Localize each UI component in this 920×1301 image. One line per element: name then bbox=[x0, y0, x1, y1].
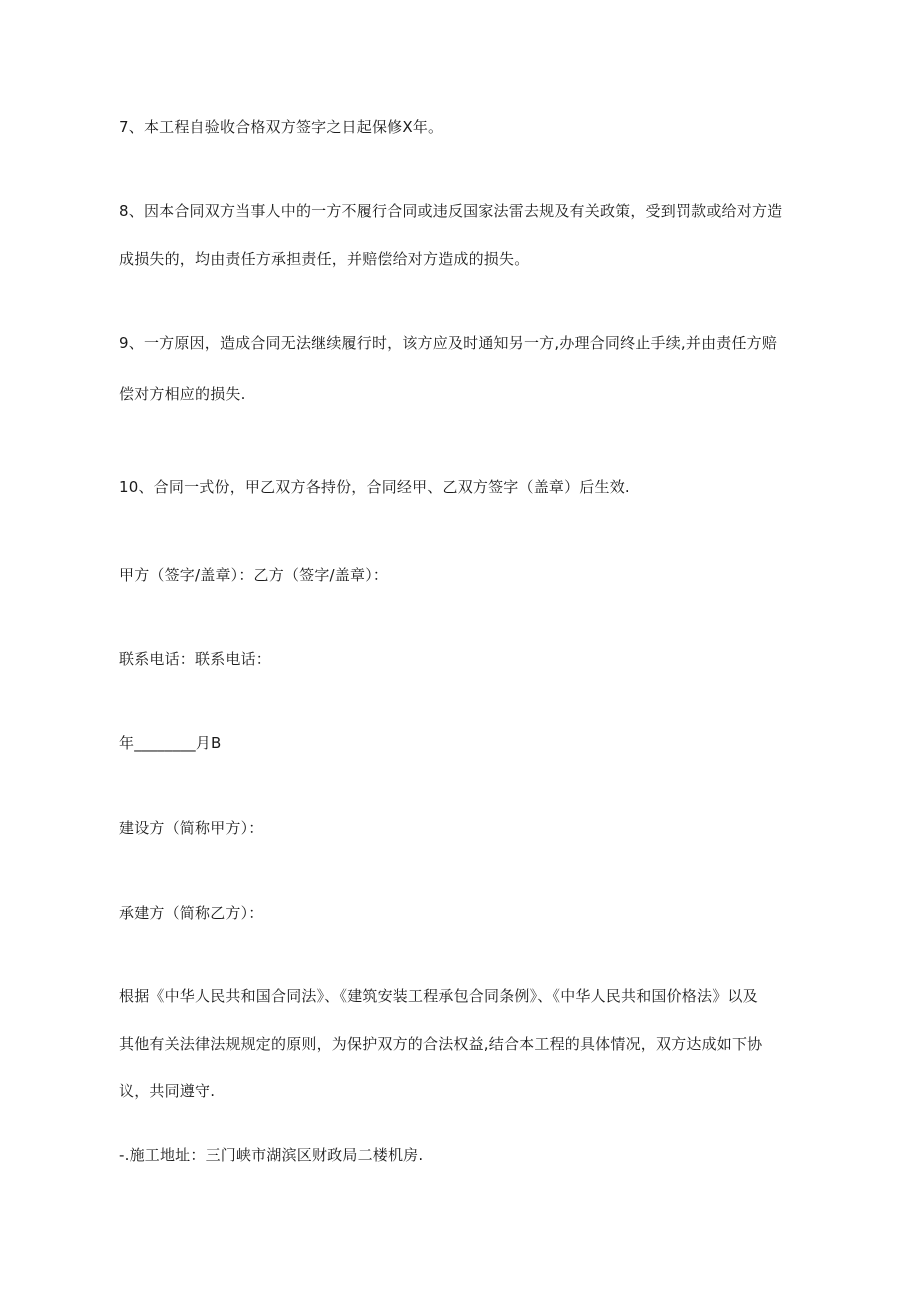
clause-8-line-1: 8、因本合同双方当事人中的一方不履行合同或违反国家法雷去规及有关政策，受到罚款或给对方造 bbox=[119, 202, 783, 220]
signature-line: 甲方（签字/盖章）：乙方（签字/盖章）： bbox=[119, 566, 389, 584]
party-b-line: 承建方（简称乙方）： bbox=[119, 904, 264, 922]
preamble-line-1: 根据《中华人民共和国合同法》、《建筑安装工程承包合同条例》、《中华人民共和国价格法》以及 bbox=[119, 987, 758, 1005]
site-address-line: -.施工地址：三门峡市湖滨区财政局二楼机房. bbox=[119, 1146, 424, 1164]
clause-9-line-1: 9、一方原因，造成合同无法继续履行时，该方应及时通知另一方,办理合同终止手续,并由责任方赔 bbox=[119, 334, 778, 352]
party-a-line: 建设方（简称甲方）： bbox=[119, 819, 264, 837]
clause-8-line-2: 成损失的，均由责任方承担责任，并赔偿给对方造成的损失。 bbox=[119, 250, 530, 268]
phone-line: 联系电话：联系电话： bbox=[119, 650, 272, 668]
date-line: 年________月B bbox=[119, 734, 222, 752]
clause-9-line-2: 偿对方相应的损失. bbox=[119, 385, 246, 403]
preamble-line-3: 议，共同遵守. bbox=[119, 1082, 216, 1100]
clause-10: 10、合同一式份，甲乙双方各持份，合同经甲、乙双方签字（盖章）后生效. bbox=[119, 478, 630, 496]
clause-7: 7、本工程自验收合格双方签字之日起保修X年。 bbox=[119, 118, 444, 136]
preamble-line-2: 其他有关法律法规规定的原则，为保护双方的合法权益,结合本工程的具体情况，双方达成如下协 bbox=[119, 1035, 763, 1053]
